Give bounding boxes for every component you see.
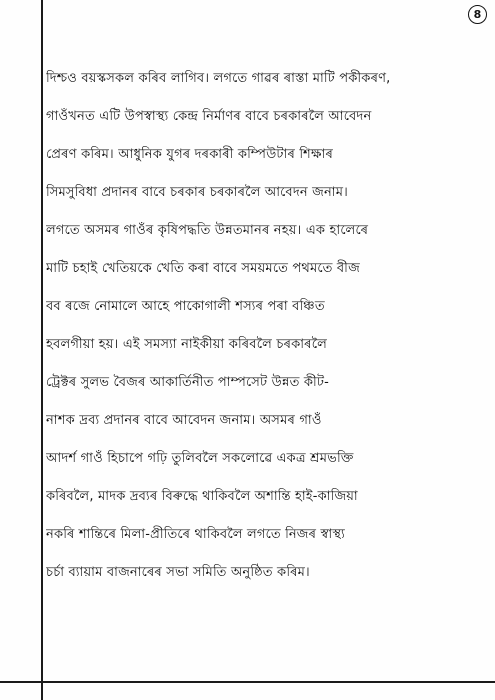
handwritten-text-block	[46, 60, 476, 592]
text-line: বব ৰজে নোমালে আহে পাকোগালী শস্যৰ পৰা বঞ্চিত	[46, 299, 325, 314]
text-line: লগতে অসমৰ গাওঁৰ কৃষিপদ্ধতি উন্নতমানৰ নহয়। এক হালেৰে	[46, 223, 369, 238]
text-line: গাওঁখনত এটি উপস্বাস্থ্য কেন্দ্ৰ নিৰ্মাণৰ বাবে চৰকাৰলৈ আবেদন	[46, 109, 372, 124]
text-line: নকৰি শান্তিৰে মিলা-প্ৰীতিৰে থাকিবলৈ লগতে নিজৰ স্বাস্থ্য	[46, 527, 345, 542]
text-line: নাশক দ্ৰব্য প্ৰদানৰ বাবে আবেদন জনাম। অসমৰ গাওঁ	[46, 413, 322, 428]
text-line: প্ৰেৰণ কৰিম। আধুনিক যুগৰ দৰকাৰী কম্পিউটাৰ শিক্ষাৰ	[46, 147, 333, 162]
margin-line	[41, 0, 43, 700]
text-line: ট্ৰেক্টৰ সুলভ বৈজৰ আকাৰ্তিনীত পাম্পসেট উন্নত কীট-	[46, 375, 330, 390]
text-line: মাটি চহাই খেতিয়কে খেতি কৰা বাবে সময়মতে পথমতে বীজ	[46, 261, 360, 276]
page-number: 8	[468, 5, 487, 24]
text-line: চৰ্চা ব্যায়াম বাজনাৰেৰ সভা সমিতি অনুষ্ঠিত কৰিম।	[46, 565, 310, 580]
text-line: সিমসুবিধা প্ৰদানৰ বাবে চৰকাৰ চৰকাৰলৈ আবেদন জনাম।	[46, 185, 348, 200]
text-line: কৰিবলৈ, মাদক দ্ৰব্যৰ বিৰুদ্ধে থাকিবলৈ অশান্তি হাই-কাজিয়া	[46, 489, 358, 504]
text-line: আদৰ্শ গাওঁ হিচাপে গঢ়ি তুলিবলৈ সকলোৱে একত্ৰ শ্ৰমভক্তি	[46, 451, 354, 466]
text-line: দিশ্চও বয়স্কসকল কৰিব লাগিব। লগতে গাৱৰ ৰাস্তা মাটি পকীকৰণ,	[46, 71, 391, 86]
text-line: হবলগীয়া হয়। এই সমস্যা নাইকীয়া কৰিবলৈ চৰকাৰলৈ	[46, 337, 328, 352]
bottom-rule-line	[0, 681, 495, 683]
